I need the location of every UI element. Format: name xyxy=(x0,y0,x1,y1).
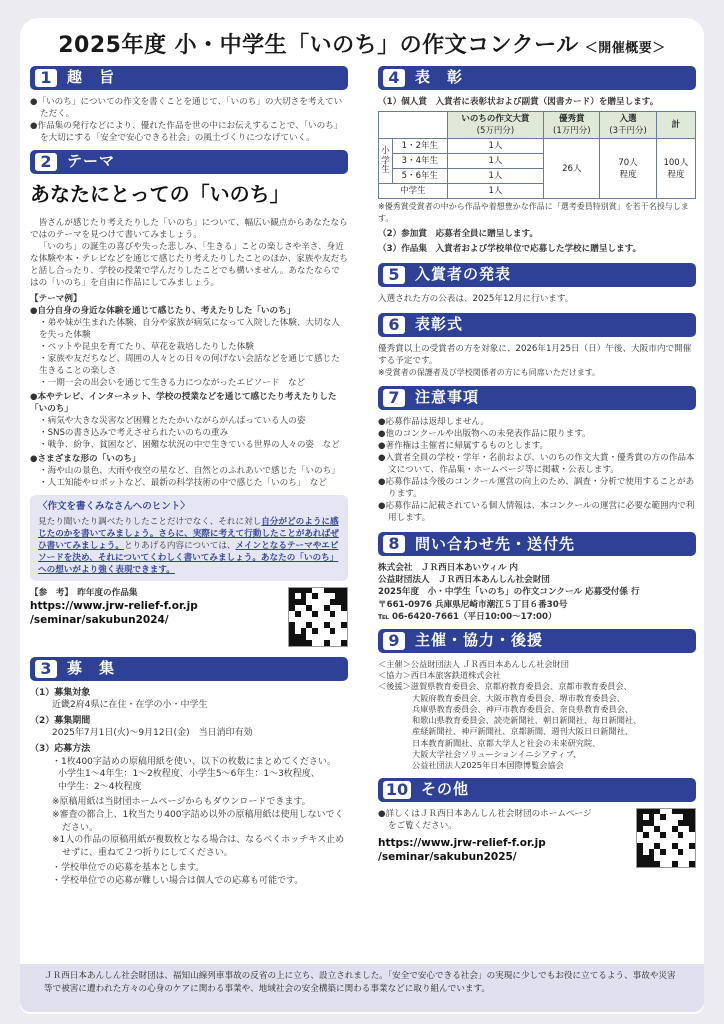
section-header-ceremony: 6 表彰式 xyxy=(378,313,696,337)
contact-info: 株式会社 ＪＲ西日本あいウィル 内 公益財団法人 ＪＲ西日本あんしん社会財団 2025年度 小・中学生「いのち」の作文コンクール 応募受付係 行 〒661-0976 兵庫県尼崎市潮江５丁目６番30号 ℡ 06-6420-7661（平日10:00～17:00） xyxy=(378,562,696,622)
page-title: 2025年度 小・中学生「いのち」の作文コンクール ＜開催概要＞ xyxy=(58,33,666,58)
awards-collection: （3）作品集 入賞者および学校単位で応募した学校に贈呈します。 xyxy=(378,243,642,254)
qr-code-2024[interactable] xyxy=(288,587,348,647)
awards-note: ※優秀賞受賞者の中から作品や着想豊かな作品に「選考委員特別賞」を若干名授与します。 xyxy=(378,202,689,223)
other-block: ●詳しくはＪＲ西日本あんしん社会財団のホームページをご覧ください。 https://www.jrw-relief-f.or.jp /seminar/sakubun2025/ xyxy=(378,808,696,868)
theme-intro: 皆さんが感じたり考えたりした「いのち」について、幅広い観点からあなたならではのテーマを見つけて書いてみましょう。 「いのち」の誕生の喜びや失った悲しみ、「生きる」ことの楽しさや辛さ、身近な体験や本・テレビなどを通じて感じたり考えたりしたことのほか、家族や友だちと話し合ったり、学校の授業で学んだりしたことでも構いません。あなたならではの「いのち」を自由に作品にしてみましょう。 xyxy=(30,217,348,288)
section-header-theme: 2 テーマ xyxy=(30,150,348,174)
section-header-awards: 4 表 彰 xyxy=(378,66,696,90)
section-header-announcement: 5 入賞者の発表 xyxy=(378,263,696,287)
theme-example-group: ●さまざまな形の「いのち」 ・海や山の景色、大雨や夜空の星など、自然とのふれあいで感じた「いのち」 ・人工知能やロボットなど、最新の科学技術の中で感じた「いのち」 など xyxy=(30,454,340,489)
section-header-contact: 8 問い合わせ先・送付先 xyxy=(378,532,696,556)
theme-examples-title: 【テーマ例】 xyxy=(30,293,82,304)
right-column xyxy=(378,66,696,868)
section-header-recruit: 3 募 集 xyxy=(30,657,348,681)
ceremony-note: ※受賞者の保護者及び学校関係者の方にも同席いただけます。 xyxy=(378,367,601,377)
col-good: 優秀賞 (1万円分) xyxy=(544,112,600,139)
footer-note: ＪＲ西日本あんしん社会財団は、福知山線列車事故の反省の上に立ち、設立されました。「安全で安心できる社会」の実現に少しでもお役に立てるよう、事故や災害等で被害に遭われた方々の心身のケアに関わる事業や、地域社会の安全構築に関わる事業などに取り組んでいます。 xyxy=(20,964,704,1012)
col-award: いのちの作文大賞 (5万円分) xyxy=(447,112,544,139)
page-subtitle: ＜開催概要＞ xyxy=(584,41,666,56)
col-enter: 入選 (3千円分) xyxy=(600,112,656,139)
qr-code-2025[interactable] xyxy=(636,808,696,868)
contact-phone[interactable]: ℡ 06-6420-7661（平日10:00～17:00） xyxy=(378,611,557,622)
theme-heading: あなたにとっての「いのち」 xyxy=(30,182,290,207)
reference-block: 【参 考】 昨年度の作品集 https://www.jrw-relief-f.or.jp /seminar/sakubun2024/ xyxy=(30,587,348,647)
awards-participation: （2）参加賞 応募者全員に贈呈します。 xyxy=(378,228,538,239)
purpose-text: ●「いのち」についての作文を書くことを通じて、「いのち」の大切さを考えていただく。 ●作品集の発行などにより、優れた作品を世の中にお伝えすることで、「いのち」を大切にする「安全で安心できる社会」の風土づくりにつなげていく。 xyxy=(30,97,343,144)
section-header-other: 10 その他 xyxy=(378,778,696,802)
theme-example-group: ●自分自身の身近な体験を通じて感じたり、考えたりした「いのち」 ・弟や妹が生まれた体験、自分や家族が病気になって入院した体験、大切な人を失った体験 ・ペットや昆虫を育てたり、草花を栽培したりした体験 ・家族や友だちなど、周囲の人々との日々の何げない会話などを通じて感じた生きることの楽しさ ・一期一会の出会いを通じて生きる力につながったエピソード など xyxy=(30,305,340,388)
section-header-notes: 7 注意事項 xyxy=(378,386,696,410)
announcement-text: 入選された方の公表は、2025年12月に行います。 xyxy=(378,293,574,304)
website-link[interactable]: https://www.jrw-relief-f.or.jp /seminar/sakubun2025/ xyxy=(378,836,546,863)
col-total: 計 xyxy=(656,112,695,139)
organizers-list: ＜主催＞公益財団法人 ＪＲ西日本あんしん社会財団 ＜協力＞西日本旅客鉄道株式会社 ＜後援＞滋賀県教育委員会、京都府教育委員会、京都市教育委員会、 大阪府教育委員会、大阪市教育委員会、堺市教育委員会、 兵庫県教育委員会、神戸市教育委員会、奈良県教育委員会、 和歌山県教育委員会、読売新聞社、朝日新聞社、毎日新聞社、 産経新聞社、神戸新聞社、京都新聞、週刊大阪日日新聞社、 日本教育新聞社、京都大学人と社会の未来研究院、 大阪大学社会ソリューションイニシアティブ、 公益社団法人2025年日本国際博覧会協会 xyxy=(378,658,642,771)
awards-table: いのちの作文大賞 (5万円分) 優秀賞 (1万円分) 入選 (3千円分) 計 小学生 1・2年生 1人 26人 70人 程度 100人 程度 3・4年生 1人 5・6年生 1人 中学生 1人 xyxy=(378,111,696,199)
left-column xyxy=(30,66,348,888)
awards-individual: （1）個人賞 入賞者に表彰状および副賞（図書カード）を贈呈します。 xyxy=(378,97,659,107)
section-header-organizers: 9 主催・協力・後援 xyxy=(378,629,696,653)
writing-hint-box: 〈作文を書くみなさんへのヒント〉 見たり聞いたり調べたりしたことだけでなく、それに対し自分がどのように感じたのかを書いてみましょう。さらに、実際に考えて行動したことがあればぜひ書いてみましょう。とりあげる内容については、メインとなるテーマやエピソードを決め、それについてくわしく書いてみましょう。あなたの「いのち」への想いがより強く表現できます。 xyxy=(30,495,348,580)
notes-list: ●応募作品は返却しません。 ●他のコンクールや出版物への未発表作品に限ります。 ●著作権は主催者に帰属するものとします。 ●入賞者全員の学校・学年・名前および、いのちの作文大賞・優秀賞の方の作品本文について、作品集・ホームページ等に掲載・公表します。 ●応募作品は今後のコンクール運営の向上のため、調査・分析で使用することがあります。 ●応募作品に記載されている個人情報は、本コンクールの運営に必要な範囲内で利用します。 xyxy=(378,417,695,524)
theme-example-group: ●本やテレビ、インターネット、学校の授業などを通じて感じたり考えたりした「いのち」 ・病気や大きな災害など困難とたたかいながらがんばっている人の姿 ・SNSの書き込みで考えさせられたいのちの重み ・戦争、紛争、貧困など、困難な状況の中で生きている世界の人々の姿 など xyxy=(30,391,340,451)
recruit-details: （1）募集対象 近畿2府4県に在住・在学の小・中学生 （2）募集期間 2025年7月1日(火)～9月12日(金) 当日消印有効 （3）応募方法 ・1枚400字詰めの原稿用紙を使い、以下の枚数にまとめてください。 小学生1～4年生：1～2枚程度、小学生5～6年生：1～3枚程度、 中学生：2～4枚程度 ※原稿用紙は当財団ホームページからもダウンロードできます。 ※審査の都合上、1枚当たり400字詰め以外の原稿用紙は使用しないでください。 ※1人の作品の原稿用紙が複数枚となる場合は、なるべくホッチキス止めせずに、重ねて２つ折りにしてください。 ・学校単位での応募を基本とします。 ・学校単位での応募が難しい場合は個人での応募も可能です。 xyxy=(30,687,345,886)
reference-link[interactable]: https://www.jrw-relief-f.or.jp /seminar/sakubun2024/ xyxy=(30,599,198,626)
ceremony-text: 優秀賞以上の受賞者の方を対象に、2026年1月25日（日）午後、大阪市内で開催する予定です。 xyxy=(378,343,692,366)
section-header-purpose: 1 趣 旨 xyxy=(30,66,348,90)
